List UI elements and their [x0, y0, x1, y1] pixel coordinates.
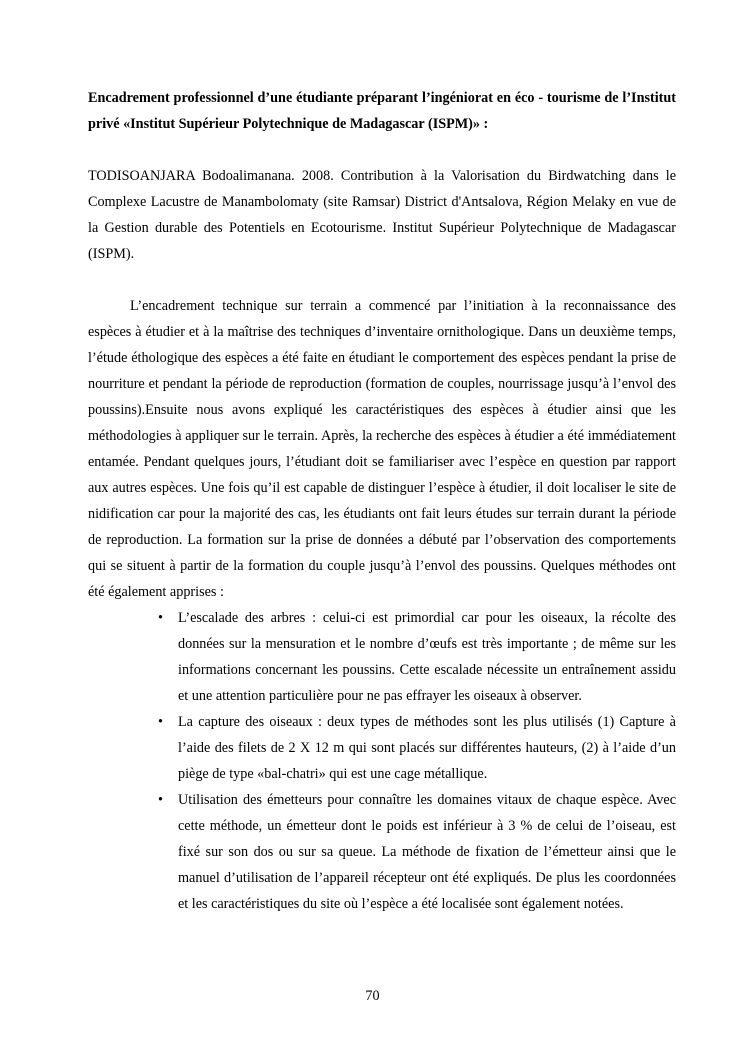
- bullet-icon: •: [158, 610, 163, 626]
- reference-citation: TODISOANJARA Bodoalimanana. 2008. Contribution à la Valorisation du Birdwatching dans le Complexe Lacustre de Manambolomaty (site Ramsar) District d'Antsalova, Région Melaky en vue de la Gestion durable des Potentiels en Ecotourisme. Institut Supérieur Polytechnique de Madagascar (ISPM).: [88, 168, 676, 262]
- section-title: Encadrement professionnel d’une étudiante préparant l’ingéniorat en éco - tourisme de l’Institut privé «Institut Supérieur Polytechnique de Madagascar (ISPM)» :: [88, 90, 676, 132]
- document-page: [88, 85, 676, 917]
- list-item-text: Utilisation des émetteurs pour connaître les domaines vitaux de chaque espèce. Avec cette méthode, un émetteur dont le poids est inférieur à 3 % de celui de l’oiseau, est fixé sur son dos ou sur sa queue. La méthode de fixation de l’émetteur ainsi que le manuel d’utilisation de l’appareil récepteur ont été expliqués. De plus les coordonnées et les caractéristiques du site où l’espèce a été localisée sont également notées.: [178, 792, 676, 912]
- bullet-icon: •: [158, 792, 163, 808]
- list-item: [158, 605, 676, 709]
- list-item: [158, 709, 676, 787]
- list-item: [158, 787, 676, 917]
- list-item-text: La capture des oiseaux : deux types de méthodes sont les plus utilisés (1) Capture à l’aide des filets de 2 X 12 m qui sont placés sur différentes hauteurs, (2) à l’aide d’un piège de type «bal-chatri» qui est une cage métallique.: [178, 714, 676, 782]
- bullet-icon: •: [158, 714, 163, 730]
- body-paragraph: L’encadrement technique sur terrain a commencé par l’initiation à la reconnaissance des espèces à étudier et à la maîtrise des techniques d’inventaire ornithologique. Dans un deuxième temps, l’étude éthologique des espèces a été faite en étudiant le comportement des espèces pendant la prise de nourriture et pendant la période de reproduction (formation de couples, nourrissage jusqu’à l’envol des poussins).Ensuite nous avons expliqué les caractéristiques des espèces à étudier ainsi que les méthodologies à appliquer sur le terrain. Après, la recherche des espèces à étudier a été immédiatement entamée. Pendant quelques jours, l’étudiant doit se familiariser avec l’espèce en question par rapport aux autres espèces. Une fois qu’il est capable de distinguer l’espèce à étudier, il doit localiser le site de nidification car pour la majorité des cas, les étudiants ont fait leurs études sur terrain durant la période de reproduction. La formation sur la prise de données a débuté par l’observation des comportements qui se situent à partir de la formation du couple jusqu’à l’envol des poussins. Quelques méthodes ont été également apprises :: [88, 298, 676, 600]
- list-item-text: L’escalade des arbres : celui-ci est primordial car pour les oiseaux, la récolte des données sur la mensuration et le nombre d’œufs est très importante ; de même sur les informations concernant les poussins. Cette escalade nécessite un entraînement assidu et une attention particulière pour ne pas effrayer les oiseaux à observer.: [178, 610, 676, 704]
- method-list: [88, 605, 676, 917]
- page-number: 70: [365, 988, 380, 1004]
